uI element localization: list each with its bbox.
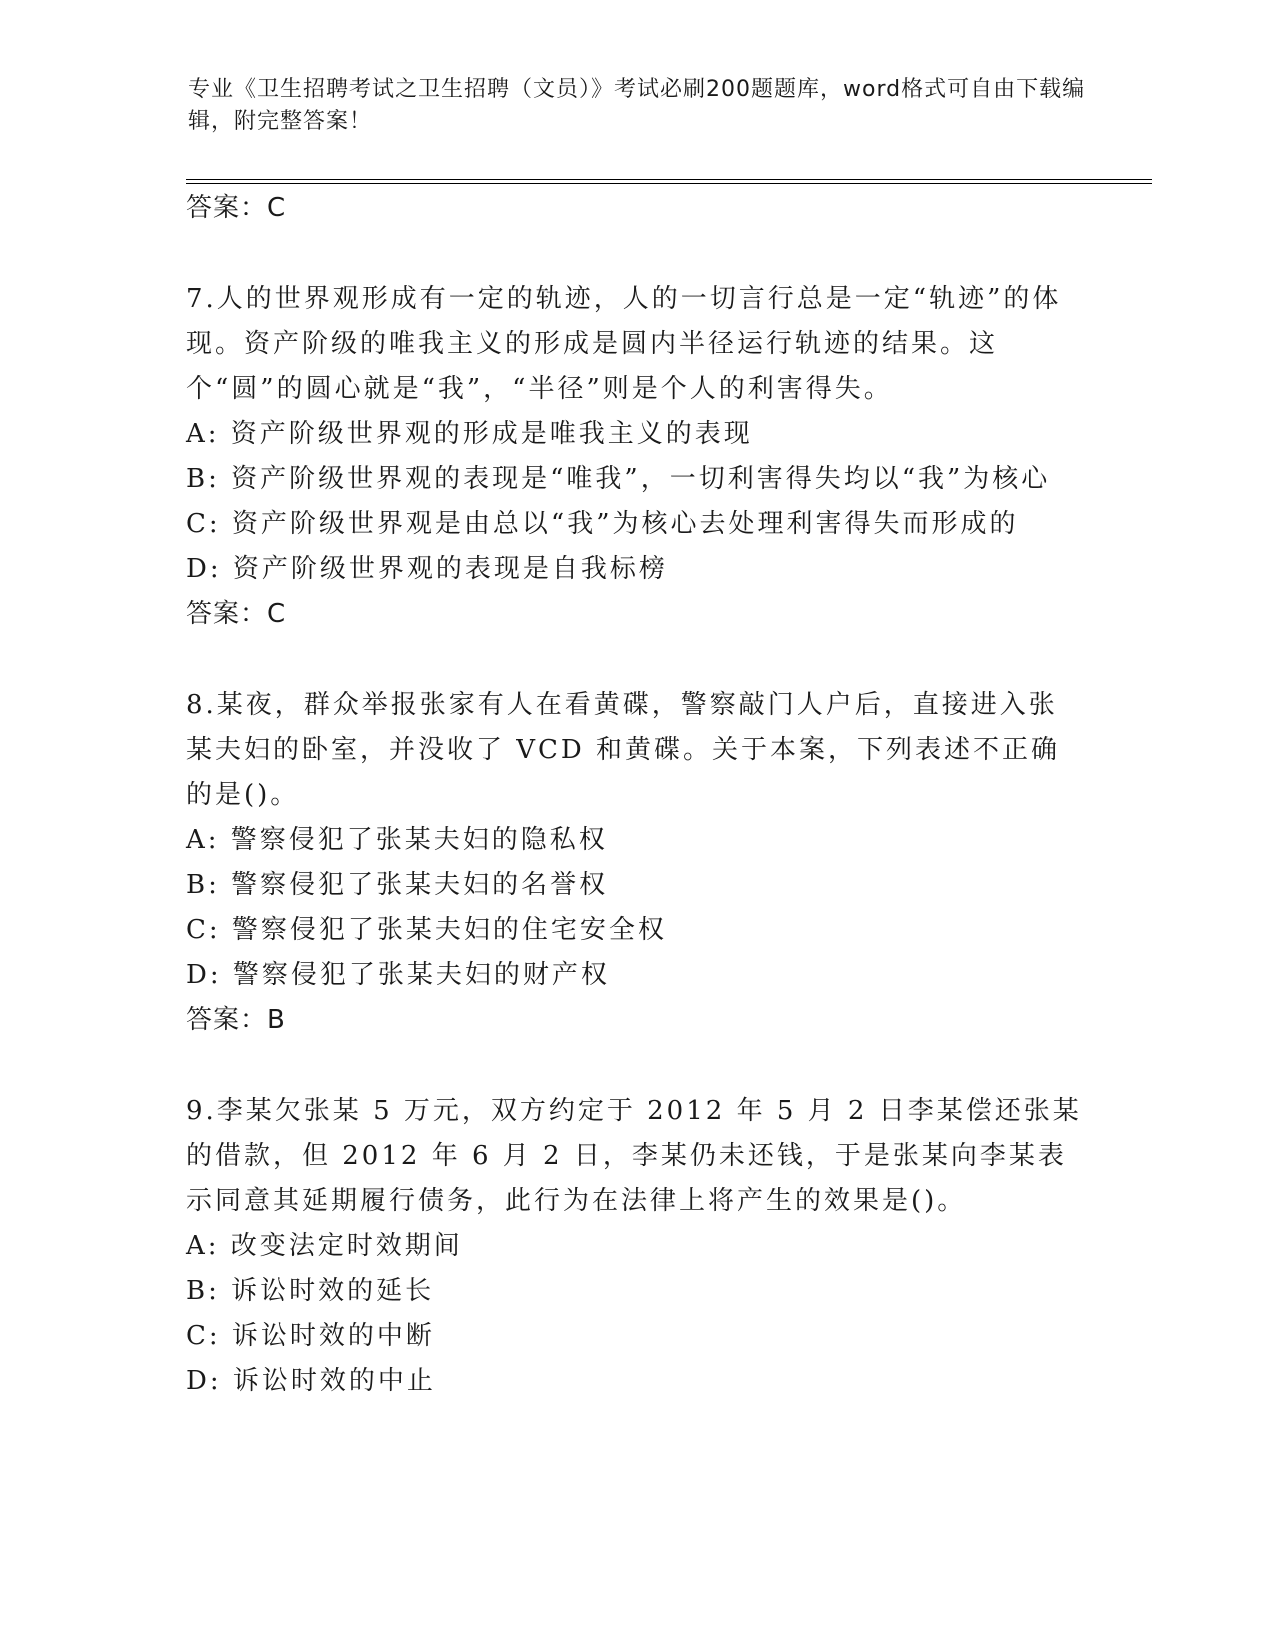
header-rule-bottom xyxy=(186,183,1152,184)
answer-line: 答案：C xyxy=(186,599,287,629)
option-a: A: 警察侵犯了张某夫妇的隐私权 xyxy=(186,825,608,855)
option-b: B: 诉讼时效的延长 xyxy=(186,1276,435,1306)
option-b: B: 资产阶级世界观的表现是“唯我”，一切利害得失均以“我”为核心 xyxy=(186,464,1051,494)
option-b: B: 警察侵犯了张某夫妇的名誉权 xyxy=(186,870,609,900)
question-9 xyxy=(186,1089,1086,1404)
option-a: A: 资产阶级世界观的形成是唯我主义的表现 xyxy=(186,419,753,449)
option-c: C: 资产阶级世界观是由总以“我”为核心去处理利害得失而形成的 xyxy=(186,509,1019,539)
option-c: C: 诉讼时效的中断 xyxy=(186,1321,435,1351)
option-d: D: 警察侵犯了张某夫妇的财产权 xyxy=(186,960,610,990)
question-8 xyxy=(186,683,1086,1043)
question-7 xyxy=(186,277,1086,637)
question-stem: 8.某夜，群众举报张家有人在看黄碟，警察敲门人户后，直接进入张某夫妇的卧室，并没收了 VCD 和黄碟。关于本案，下列表述不正确的是()。 xyxy=(186,690,1061,810)
question-stem: 9.李某欠张某 5 万元，双方约定于 2012 年 5 月 2 日李某偿还张某的借款，但 2012 年 6 月 2 日，李某仍未还钱，于是张某向李某表示同意其延期履行债务，此行为在法律上将产生的效果是()。 xyxy=(186,1096,1082,1216)
answer-line: 答案：B xyxy=(186,1005,286,1035)
question-stem: 7.人的世界观形成有一定的轨迹，人的一切言行总是一定“轨迹”的体现。资产阶级的唯我主义的形成是圆内半径运行轨迹的结果。这个“圆”的圆心就是“我”，“半径”则是个人的利害得失。 xyxy=(186,284,1062,404)
document-body xyxy=(186,186,1086,1404)
option-c: C: 警察侵犯了张某夫妇的住宅安全权 xyxy=(186,915,667,945)
document-header: 专业《卫生招聘考试之卫生招聘（文员）》考试必刷200题题库，word格式可自由下载编辑，附完整答案！ xyxy=(188,77,1086,134)
option-d: D: 资产阶级世界观的表现是自我标榜 xyxy=(186,554,668,584)
option-a: A: 改变法定时效期间 xyxy=(186,1231,463,1261)
header-rule-top xyxy=(186,179,1152,180)
answer-line: 答案：C xyxy=(186,193,287,223)
option-d: D: 诉讼时效的中止 xyxy=(186,1366,436,1396)
